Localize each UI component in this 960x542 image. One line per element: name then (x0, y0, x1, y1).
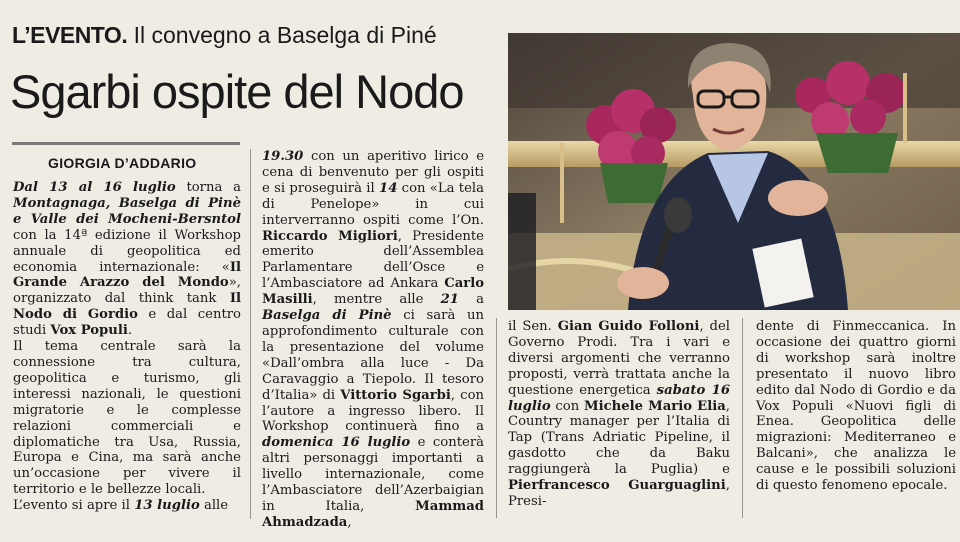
text-run: Il tema centrale sarà la connessione tra cultura, geopolitica e turismo, gli interessi nazionali, le questioni migratorie e le complesse relazioni commerciali e diplomatiche tra Usa, Russia, Europa e Cina, ma sarà anche un’occasione per vivere il territorio e le bellezze locali. (13, 339, 241, 498)
text-run: , con l’autore a ingresso libero. Il Workshop continuerà fino a (262, 387, 484, 435)
paragraph-theme (13, 339, 241, 498)
text-run: Riccardo Migliori (262, 228, 398, 244)
article-column-2 (262, 149, 484, 531)
article-column-4 (756, 319, 956, 494)
text-run: Mammad Ahmadzada (262, 498, 484, 530)
text-run: Pierfrancesco Guarguaglini (508, 478, 726, 494)
text-run: Gian Guido Folloni (557, 319, 700, 334)
text-run: Vox Populi (50, 323, 128, 339)
byline: GIORGIA D’ADDARIO (48, 155, 197, 171)
text-run: Il Nodo di Gordio (13, 291, 241, 323)
text-run: il Sen. (508, 319, 558, 334)
text-run: con (550, 398, 584, 414)
text-run: e conterà altri personaggi importanti a livello internazionale, come l’Ambasciatore dell’Azerbaigian in Italia, (262, 435, 485, 514)
text-run: ci sarà un approfondimento culturale con la presentazione del volume «Dall’ombra alla luce - Da Caravaggio a Tiepolo. Il tesoro d’Italia» di (262, 308, 484, 403)
kicker-text: Il convegno a Baselga di Piné (133, 22, 437, 48)
text-run: a (458, 292, 484, 308)
paragraph-program (262, 149, 484, 531)
byline-rule (12, 142, 240, 145)
article-photo (508, 33, 960, 310)
text-run: alle (199, 498, 229, 514)
text-run: Baselga di Pinè (262, 308, 392, 324)
text-run: , del Governo Prodi. Tra i vari e diversi argomenti che verranno proposti, verrà trattata anche la questione energetica (508, 319, 730, 398)
kicker (12, 20, 502, 50)
text-run: Carlo Masilli (262, 276, 484, 308)
speaker-photo (508, 33, 960, 310)
column-divider (250, 149, 251, 519)
text-run: Montagnaga, Baselga di Pinè e Valle dei Mocheni-Bersntol (13, 195, 241, 227)
column-divider (496, 318, 497, 518)
text-run: 14 (379, 180, 398, 196)
text-run: domenica 16 luglio (262, 435, 411, 451)
paragraph-energy (508, 319, 730, 510)
text-run: sabato 16 luglio (508, 382, 730, 414)
text-run: e dal centro studi (13, 307, 241, 339)
text-run: , mentre alle (312, 292, 441, 308)
column-divider (742, 318, 743, 518)
text-run: con la 14ª edizione il Workshop annuale di geopolitica ed economia internazionale: « (13, 227, 241, 275)
text-run: con «La tela di Penelope» in cui interverranno ospiti come l’On. (262, 180, 484, 228)
text-run: Il Grande Arazzo del Mondo (13, 259, 241, 291)
article-column-1 (13, 180, 241, 514)
text-run: , Presi- (508, 478, 730, 509)
text-run: , (347, 514, 352, 530)
article-column-3 (508, 319, 730, 510)
text-run: torna a (175, 180, 241, 195)
section-tag: L’EVENTO. (12, 22, 128, 48)
paragraph-opening (13, 498, 241, 514)
paragraph-intro (13, 180, 241, 339)
headline: Sgarbi ospite del Nodo (10, 65, 464, 118)
text-run: dente di Finmeccanica. In occasione dei quattro giorni di workshop sarà inoltre presentato il nuovo libro edito dal Nodo di Gordio e da Vox Populi «Nuovi figli di Enea. Geopolitica delle migrazioni: Mediterraneo e Balcani», che analizza le cause e le possibili soluzioni di questo fenomeno epocale. (756, 319, 956, 494)
text-run: Michele Mario Elia (583, 398, 726, 414)
text-run: , Country manager per l’Italia di Tap (Trans Adriatic Pipeline, il gasdotto che da Baku raggiungerà la Puglia) e (508, 398, 730, 478)
text-run: L’evento si apre il (13, 498, 135, 514)
text-run: 19.30 (262, 149, 304, 164)
text-run: , Presidente emerito dell’Assemblea Parlamentare dell’Osce e l’Ambasciatore ad Ankara (262, 228, 484, 292)
text-run: con un aperitivo lirico e cena di benvenuto per gli ospiti e si proseguirà il (262, 149, 484, 196)
text-run: . (127, 323, 133, 339)
text-run: », organizzato dal think tank (13, 275, 241, 307)
text-run: Vittorio Sgarbi (340, 387, 451, 403)
paragraph-book (756, 319, 956, 494)
text-run: 21 (440, 292, 459, 308)
text-run: Dal 13 al 16 luglio (13, 180, 176, 195)
text-run: 13 luglio (134, 498, 200, 514)
